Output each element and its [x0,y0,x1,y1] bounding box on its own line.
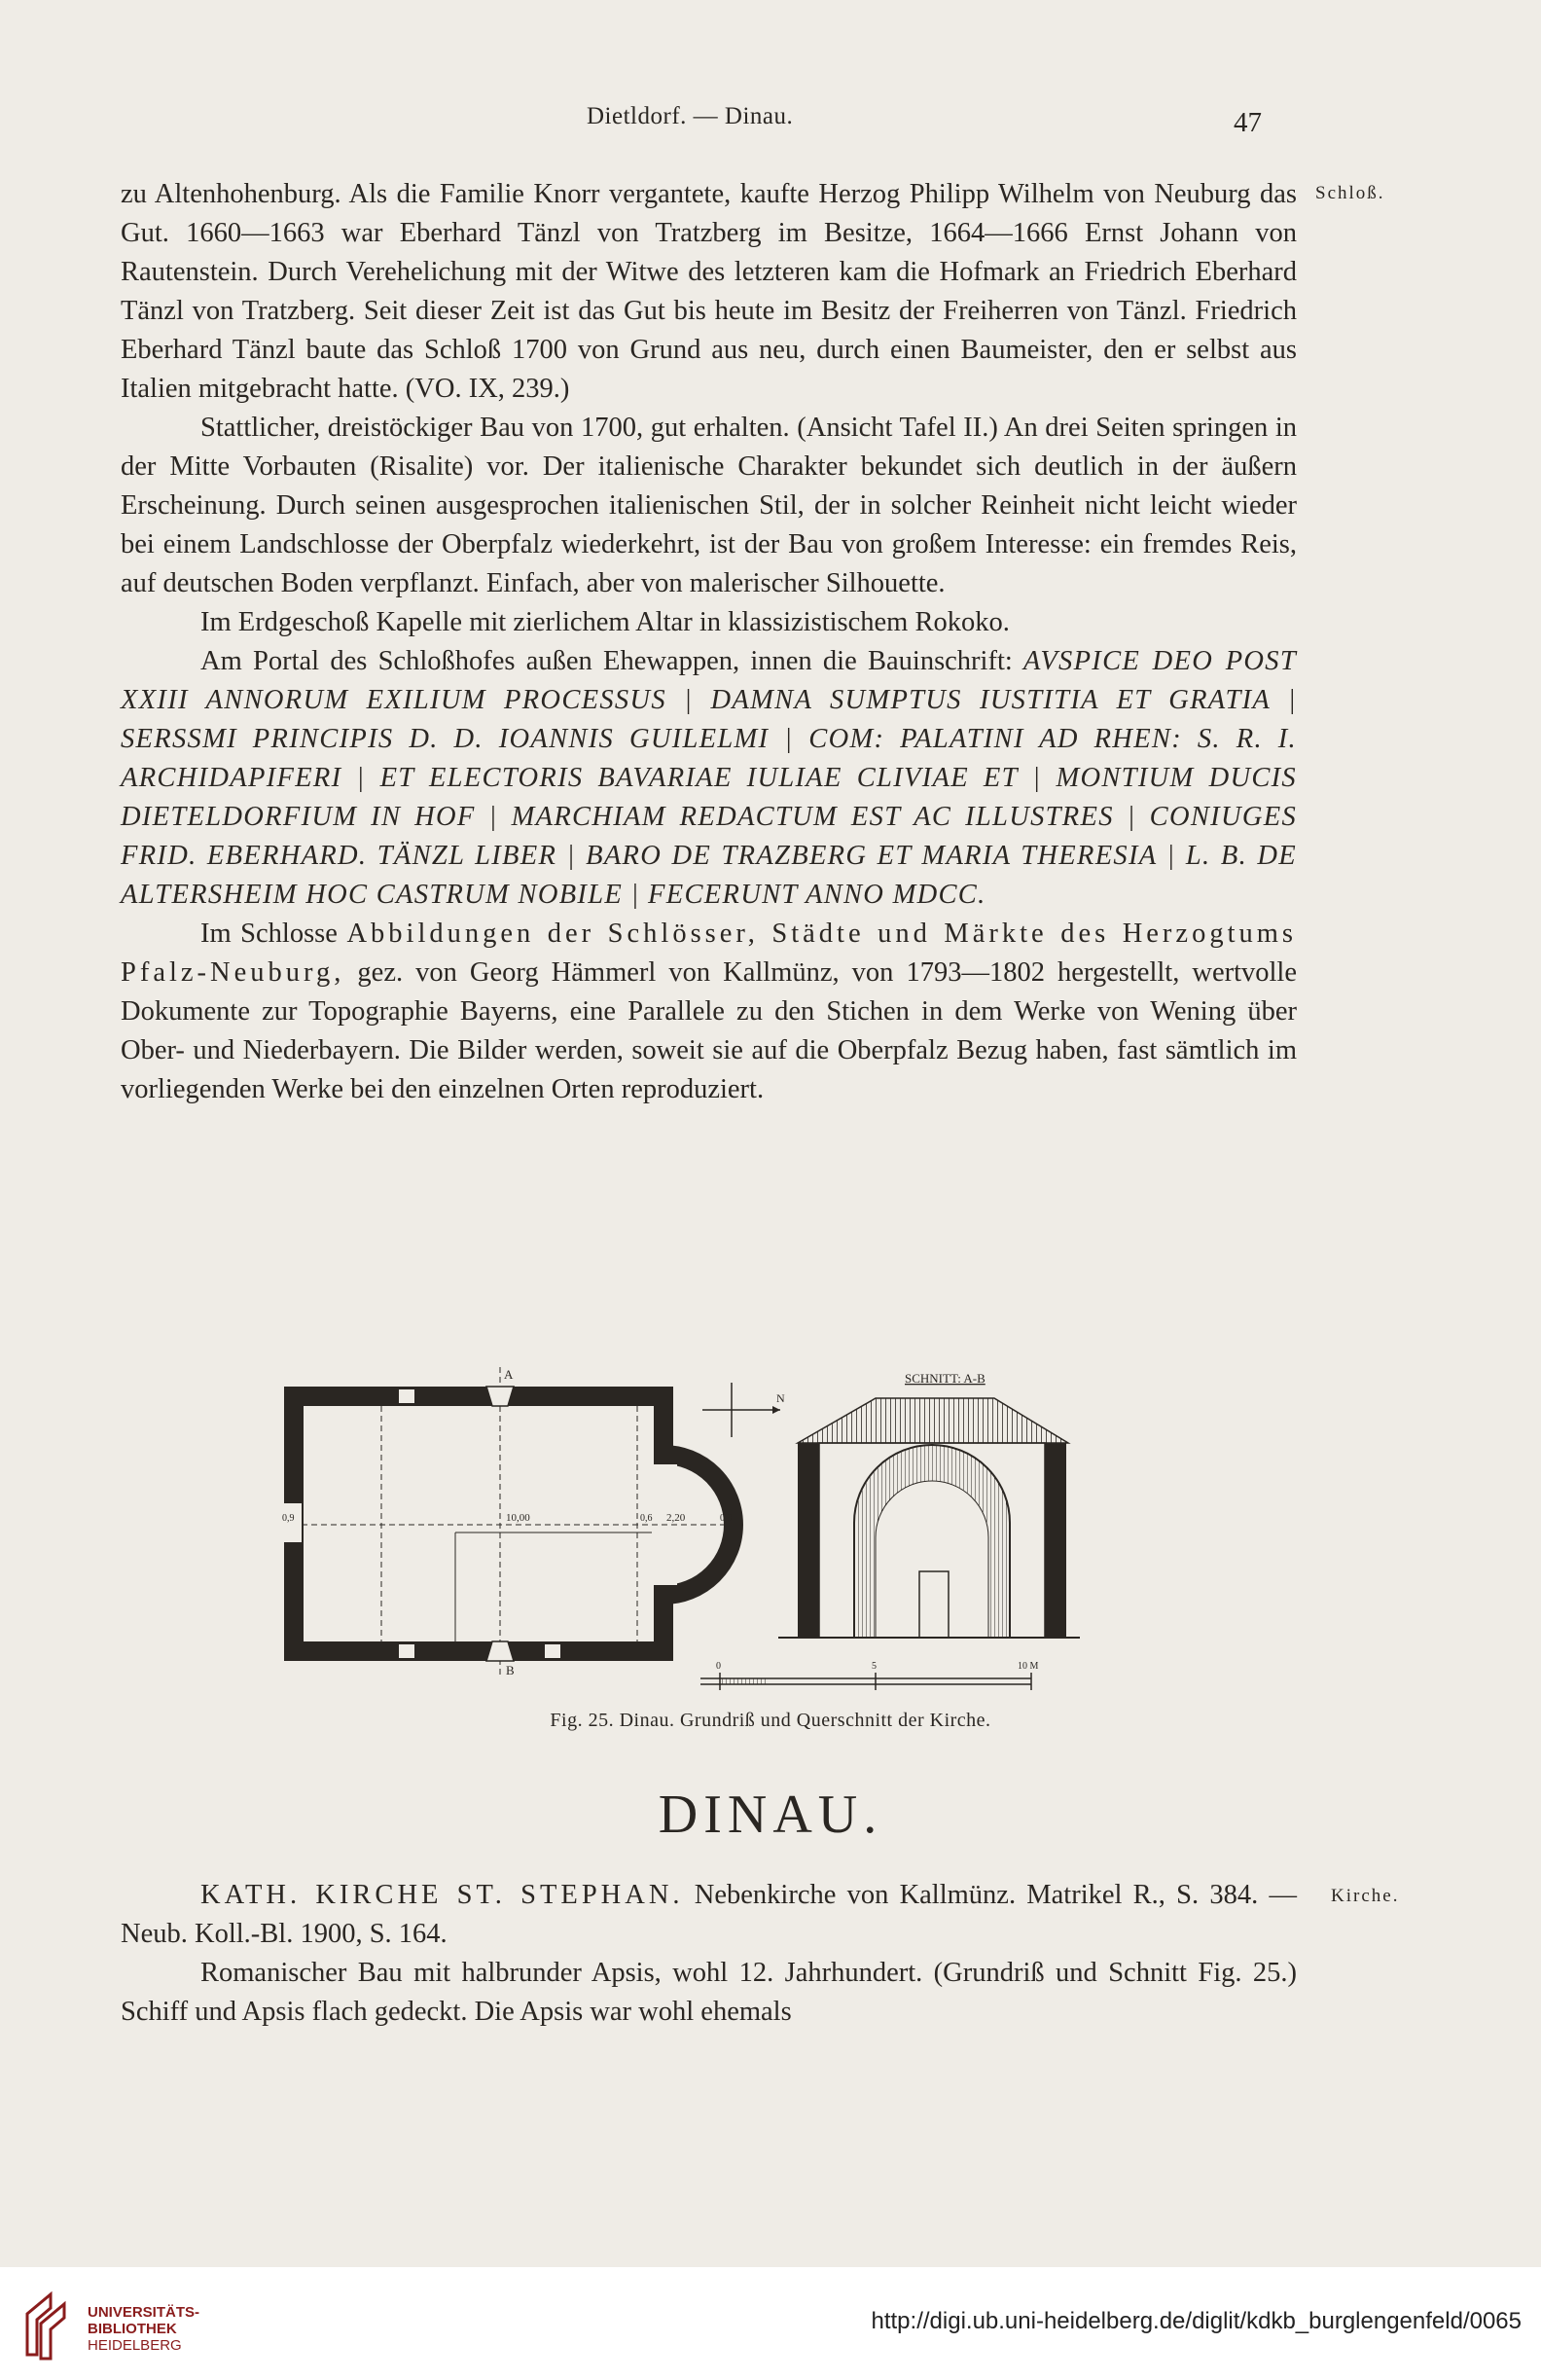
north-arrow [702,1383,785,1437]
page-number: 47 [1234,107,1262,138]
dim-main: 10,00 [506,1512,530,1524]
paragraph-church-desc: Romanischer Bau mit halbrunder Apsis, wohl 12. Jahrhundert. (Grundriß und Schnitt Fig. 25.) Schiff und Apsis flach gedeckt. Die Apsis war wohl ehemals [121,1958,1297,2027]
section-title: SCHNITT: A-B [905,1371,986,1386]
dim-left: 0,9 [282,1513,295,1524]
dim-right: 0,9 [720,1513,733,1524]
figure-caption: Fig. 25. Dinau. Grundriß und Querschnitt der Kirche. [550,1710,991,1731]
paragraph-church-ref [121,1876,1297,1954]
paragraph-inscription [121,642,1297,915]
pictures-intro: Im Schlosse [200,919,347,949]
scale-5: 5 [872,1661,877,1672]
margin-note-schloss: Schloß. [1315,183,1385,203]
paragraph-history: zu Altenhohenburg. Als die Familie Knorr vergantete, kaufte Herzog Philipp Wilhelm von Neuburg das Gut. 1660—1663 war Eberhard Tänzl von Tratzberg im Besitze, 1664—1666 Ernst Johann von Rautenstein. Durch Verehelichung mit der Witwe des letzteren kam die Hofmark an Friedrich Eberhard Tänzl von Tratzberg. Seit dieser Zeit ist das Gut bis heute im Besitz der Freiherren von Tänzl. Friedrich Eberhard Tänzl baute das Schloß 1700 von Grund aus neu, durch einen Baumeister, den er selbst aus Italien mitgebracht hatte. (VO. IX, 239.) [121,179,1297,404]
cross-section [778,1371,1080,1638]
logo-line2: BIBLIOTHEK [88,2321,177,2337]
church-name: KATH. KIRCHE ST. STEPHAN. [200,1880,684,1910]
dim-wall: 0,6 [640,1513,653,1524]
scale-bar [700,1661,1039,1690]
paragraph-building: Stattlicher, dreistöckiger Bau von 1700, gut erhalten. (Ansicht Tafel II.) An drei Seiten springen in der Mitte Vorbauten (Risalite) vor. Der italienische Charakter bekundet sich deutlich in der äußern Erscheinung. Durch seinen ausgesprochen italienischen Stil, der in solcher Reinheit nicht leicht wieder bei einem Landschlosse der Oberpfalz wiederkehrt, ist der Bau von großem Interesse: ein fremdes Reis, auf deutschen Boden verpflanzt. Einfach, aber von malerischer Silhouette. [121,413,1297,598]
floor-plan [282,1367,739,1678]
library-logo-text [88,2304,199,2354]
source-url[interactable]: http://digi.ub.uni-heidelberg.de/diglit/kdkb_burglengenfeld/0065 [871,2308,1522,2334]
pictures-rest: gez. von Georg Hämmerl von Kallmünz, von 1793—1802 hergestellt, wertvolle Dokumente zur Topographie Bayerns, eine Parallele zu den Stichen in dem Werke von Wening über Ober- und Niederbayern. Die Bilder werden, soweit sie auf die Oberpfalz Bezug haben, fast sämtlich im vorliegenden Werke bei den einzelnen Orten reproduziert. [121,957,1297,1104]
pictures-title: Abbildungen der Schlösser, Städte und Märkte des Herzogtums Pfalz-Neuburg, [121,919,1297,988]
label-b: B [506,1663,515,1677]
label-a: A [504,1367,514,1382]
library-logo-icon [21,2287,78,2364]
footer-bar [0,2267,1541,2380]
paragraph-pictures [121,915,1297,1109]
dim-apse: 2,20 [666,1512,686,1524]
main-text-bottom [121,1876,1297,2032]
logo-line1: UNIVERSITÄTS- [88,2304,200,2321]
inscription-text: AVSPICE DEO POST XXIII ANNORUM EXILIUM PROCESSUS | DAMNA SUMPTUS IUSTITIA ET GRATIA | SERSSMI PRINCIPIS D. D. IOANNIS GUILELMI | COM: PALATINI AD RHEN: S. R. I. ARCHIDAPIFERI | ET ELECTORIS BAVARIAE IULIAE CLIVIAE ET | MONTIUM DUCIS DIETELDORFIUM IN HOF | MARCHIAM REDACTUM EST AC ILLUSTRES | CONIUGES FRID. EBERHARD. TÄNZL LIBER | BARO DE TRAZBERG ET MARIA THERESIA | L. B. DE ALTERSHEIM HOC CASTRUM NOBILE | FECERUNT ANNO MDCC. [121,646,1297,910]
paragraph-chapel: Im Erdgeschoß Kapelle mit zierlichem Altar in klassizistischem Rokoko. [200,607,1010,637]
logo-line3: HEIDELBERG [88,2337,182,2354]
section-heading: DINAU. [658,1785,883,1845]
running-title: Dietldorf. — Dinau. [587,103,794,129]
scale-10: 10 M [1018,1661,1039,1672]
church-ref-rest: Nebenkirche von Kallmünz. Matrikel R., S. 384. — Neub. Koll.-Bl. 1900, S. 164. [121,1880,1297,1949]
main-text-top [121,175,1297,1109]
label-n: N [776,1391,785,1405]
inscription-intro: Am Portal des Schloßhofes außen Ehewappen, innen die Bauinschrift: [200,646,1024,676]
scale-0: 0 [716,1661,721,1672]
margin-note-kirche: Kirche. [1331,1886,1400,1906]
church-plan-figure [282,1357,1080,1747]
